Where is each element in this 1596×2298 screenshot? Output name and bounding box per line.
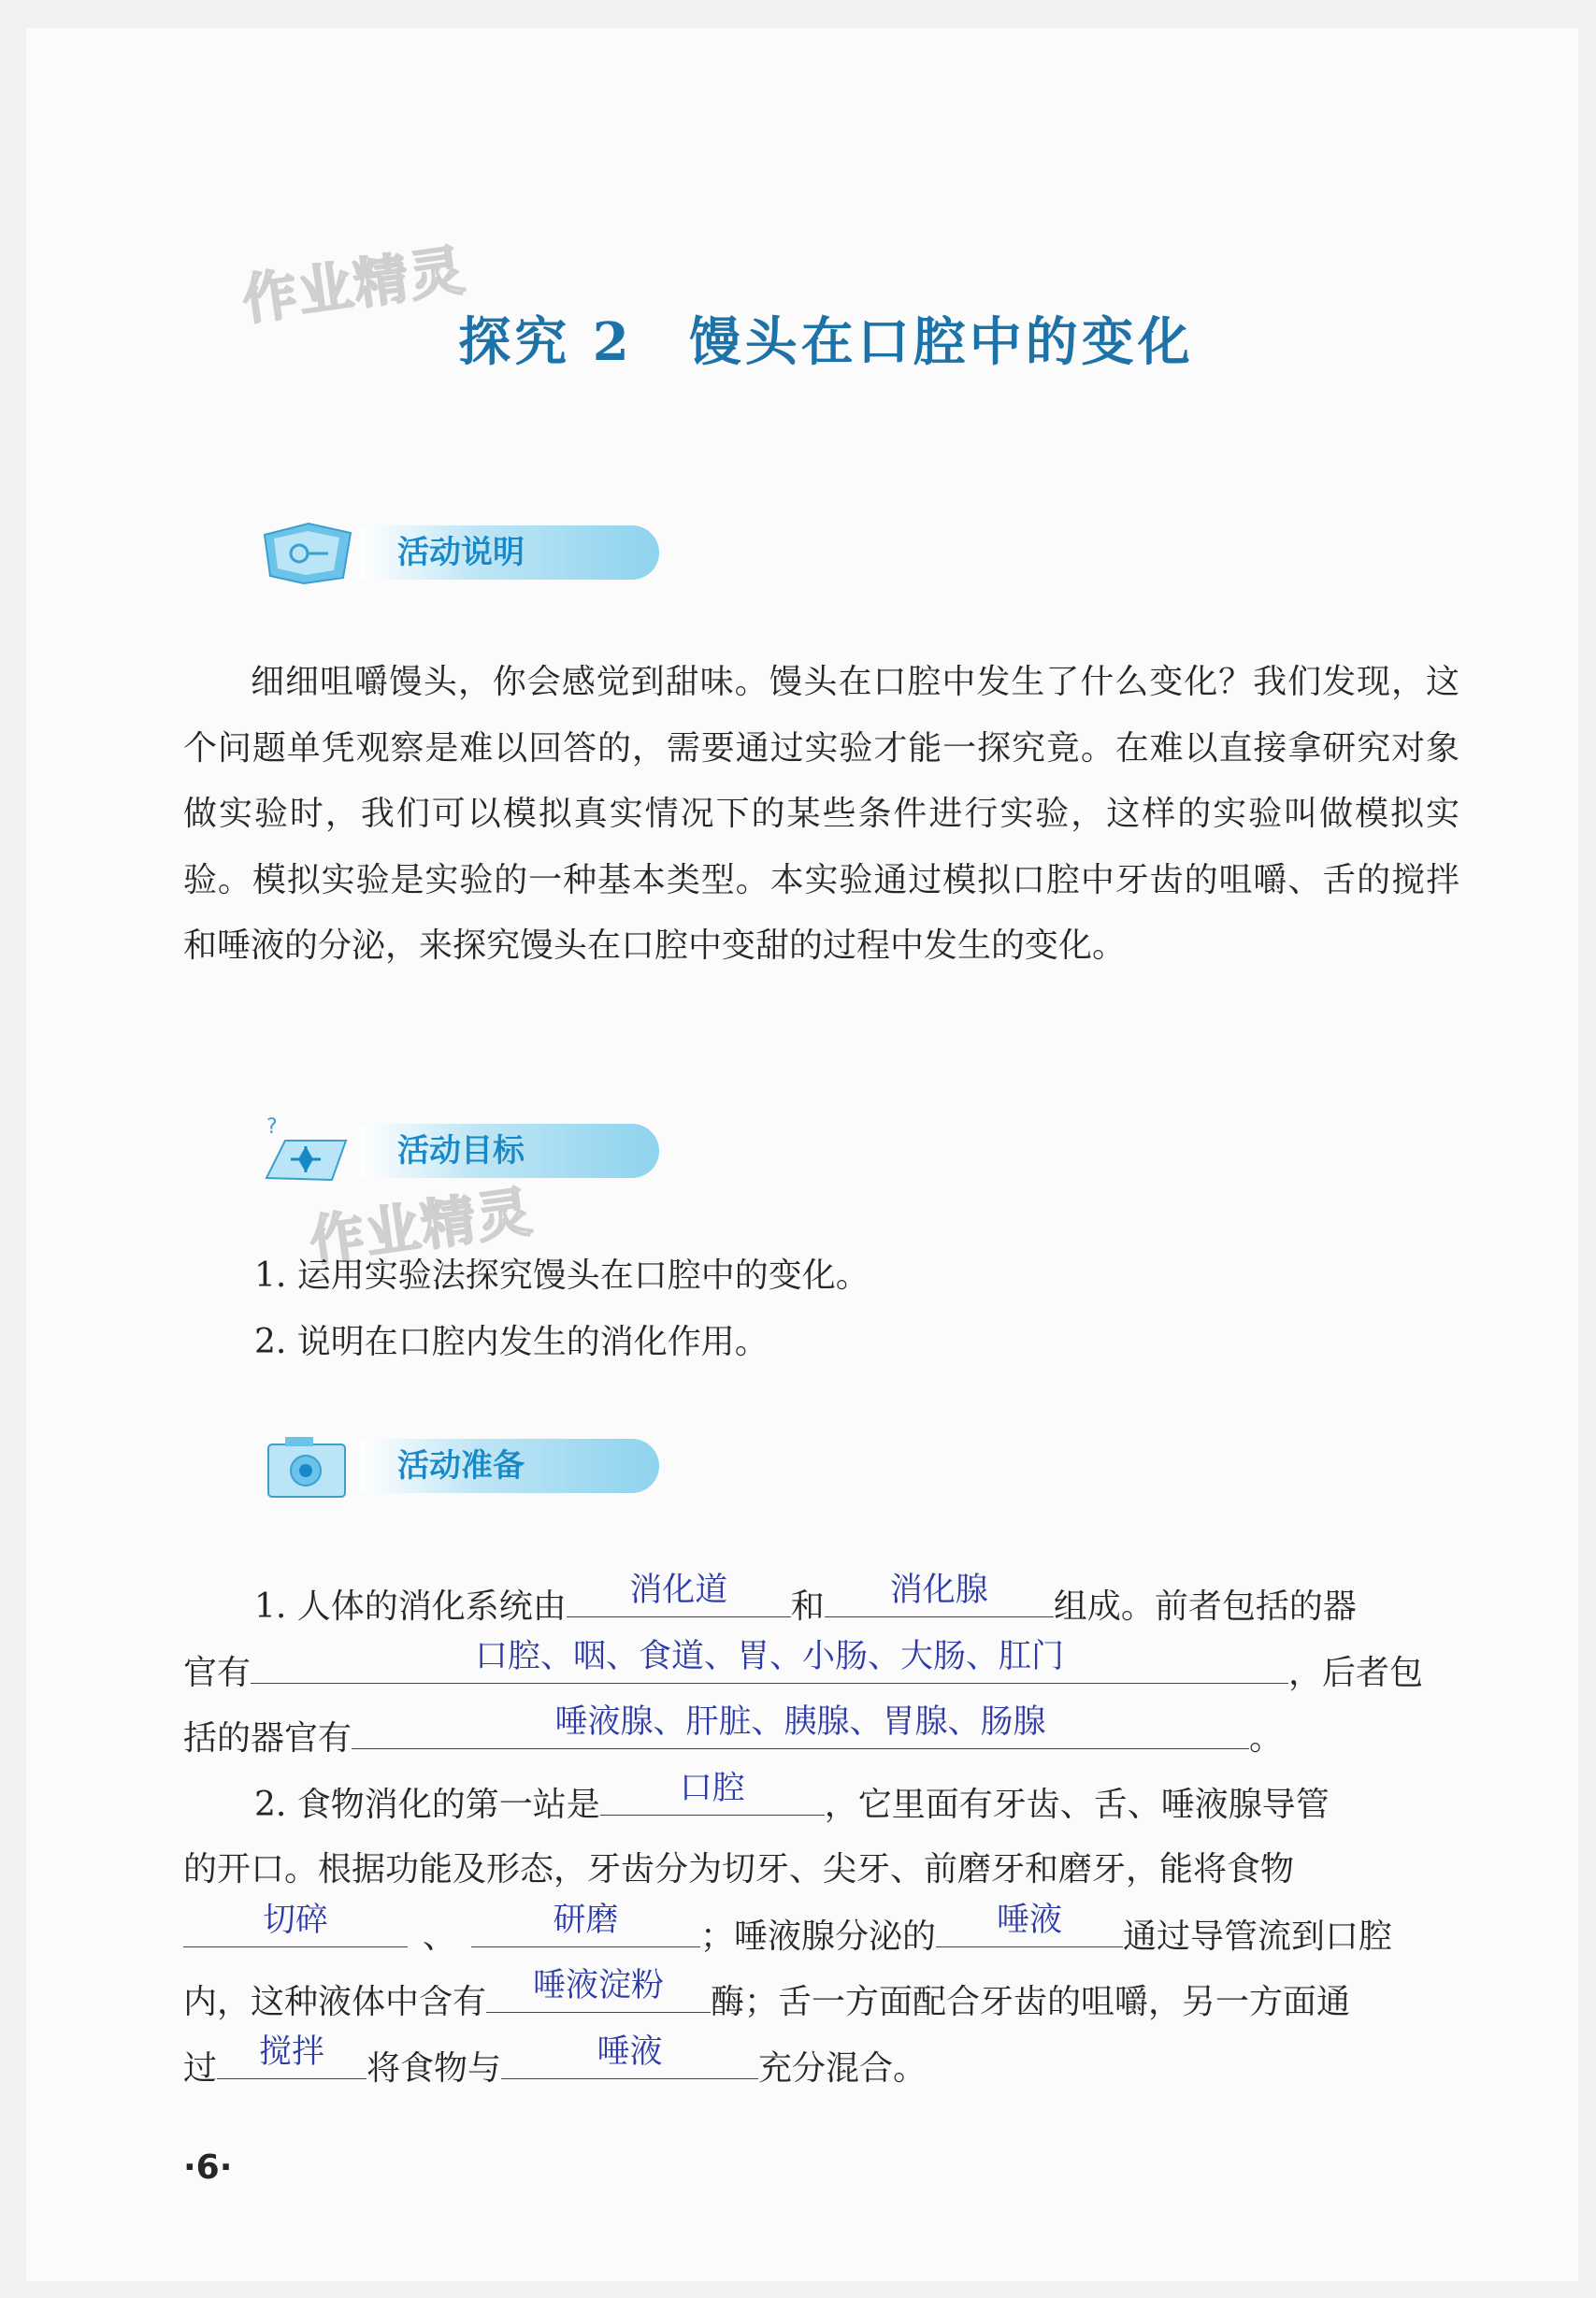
answer-blank[interactable]	[936, 1903, 1123, 1947]
preparation-questions	[183, 1573, 1459, 2101]
section-label: 活动目标	[360, 1124, 659, 1178]
question-text: 组成。前者包括的器	[1053, 1587, 1357, 1626]
answer-blank[interactable]	[183, 1903, 408, 1947]
answer-blank[interactable]	[825, 1573, 1054, 1617]
question-line	[183, 1769, 1459, 1838]
question-text: 过	[183, 2048, 218, 2088]
answer-blank[interactable]	[471, 1903, 700, 1947]
question-text: ；唾液腺分泌的	[700, 1917, 937, 1956]
page-title: 探究 2 馒头在口腔中的变化	[458, 311, 1194, 373]
intro-paragraph	[183, 650, 1459, 980]
book-icon	[257, 514, 360, 589]
question-text: 酶；舌一方面配合牙齿的咀嚼，另一方面通	[711, 1983, 1351, 2021]
section-header-description	[257, 514, 669, 589]
answer-text: 切碎	[262, 1901, 328, 1939]
question-line	[183, 1573, 1459, 1640]
question-line	[183, 1705, 1459, 1772]
target-arrows-icon	[257, 1113, 360, 1187]
question-text: 将食物与	[367, 2048, 502, 2088]
answer-text: 唾液	[997, 1901, 1063, 1939]
goal-item: 2. 说明在口腔内发生的消化作用。	[254, 1323, 769, 1361]
answer-blank[interactable]	[217, 2032, 367, 2079]
question-text: 的开口。根据功能及形态，牙齿分为切牙、尖牙、前磨牙和磨牙，能将食物	[183, 1850, 1295, 1889]
section-header-goals	[257, 1113, 669, 1187]
section-header-preparation	[257, 1428, 669, 1502]
camera-icon	[257, 1428, 360, 1502]
question-text: 、	[423, 1917, 457, 1956]
question-text: 2. 食物消化的第一站是	[254, 1785, 600, 1824]
page-number: ·6·	[183, 2148, 233, 2187]
goal-item: 1. 运用实验法探究馒头在口腔中的变化。	[254, 1257, 870, 1295]
answer-text: 唾液淀粉	[533, 1967, 665, 2004]
answer-blank[interactable]	[567, 1573, 791, 1617]
answer-blank[interactable]	[352, 1705, 1249, 1749]
question-text: 1. 人体的消化系统由	[254, 1587, 567, 1626]
question-text: ，后者包	[1288, 1653, 1424, 1692]
answer-blank[interactable]	[600, 1769, 825, 1816]
answer-text: 消化腺	[889, 1572, 988, 1609]
question-line	[183, 1837, 1459, 1903]
answer-text: 搅拌	[259, 2032, 325, 2071]
svg-text:?: ?	[266, 1115, 278, 1139]
question-text: 和	[790, 1587, 825, 1626]
question-text: 内，这种液体中含有	[183, 1983, 487, 2021]
answer-text: 口腔、咽、食道、胃、小肠、大肠、肛门	[475, 1637, 1065, 1675]
answer-text: 研磨	[553, 1901, 619, 1939]
answer-text: 唾液	[597, 2032, 663, 2071]
question-text: 括的器官有	[183, 1719, 352, 1758]
answer-blank[interactable]	[501, 2032, 758, 2079]
section-label: 活动准备	[360, 1439, 659, 1493]
section-label: 活动说明	[360, 525, 659, 580]
watermark: 作业精灵	[238, 237, 470, 333]
question-line	[183, 1903, 1459, 1970]
answer-blank[interactable]	[486, 1969, 711, 2013]
question-text: 充分混合。	[758, 2048, 927, 2088]
answer-text: 唾液腺、肝脏、胰腺、胃腺、肠腺	[554, 1703, 1046, 1741]
intro-text: 细细咀嚼馒头，你会感觉到甜味。馒头在口腔中发生了什么变化？我们发现，这个问题单凭观察是难以回答的，需要通过实验才能一探究竟。在难以直接拿研究对象做实验时，我们可以模拟真实情况下的某些条件进行实验，这样的实验叫做模拟实验。模拟实验是实验的一种基本类型。本实验通过模拟口腔中牙齿的咀嚼、舌的搅拌和唾液的分泌，来探究馒头在口腔中变甜的过程中发生的变化。	[183, 663, 1459, 965]
question-text: ，它里面有牙齿、舌、唾液腺导管	[824, 1785, 1330, 1824]
question-line	[183, 1969, 1459, 2035]
question-line	[183, 1637, 1459, 1706]
question-text: 。	[1249, 1719, 1284, 1758]
answer-blank[interactable]	[251, 1637, 1288, 1684]
question-text: 官有	[183, 1653, 252, 1692]
answer-text: 口腔	[679, 1769, 745, 1807]
watermark: 作业精灵	[306, 1179, 538, 1274]
question-text: 通过导管流到口腔	[1123, 1917, 1393, 1956]
question-line	[183, 2032, 1459, 2102]
answer-text: 消化道	[629, 1572, 728, 1609]
